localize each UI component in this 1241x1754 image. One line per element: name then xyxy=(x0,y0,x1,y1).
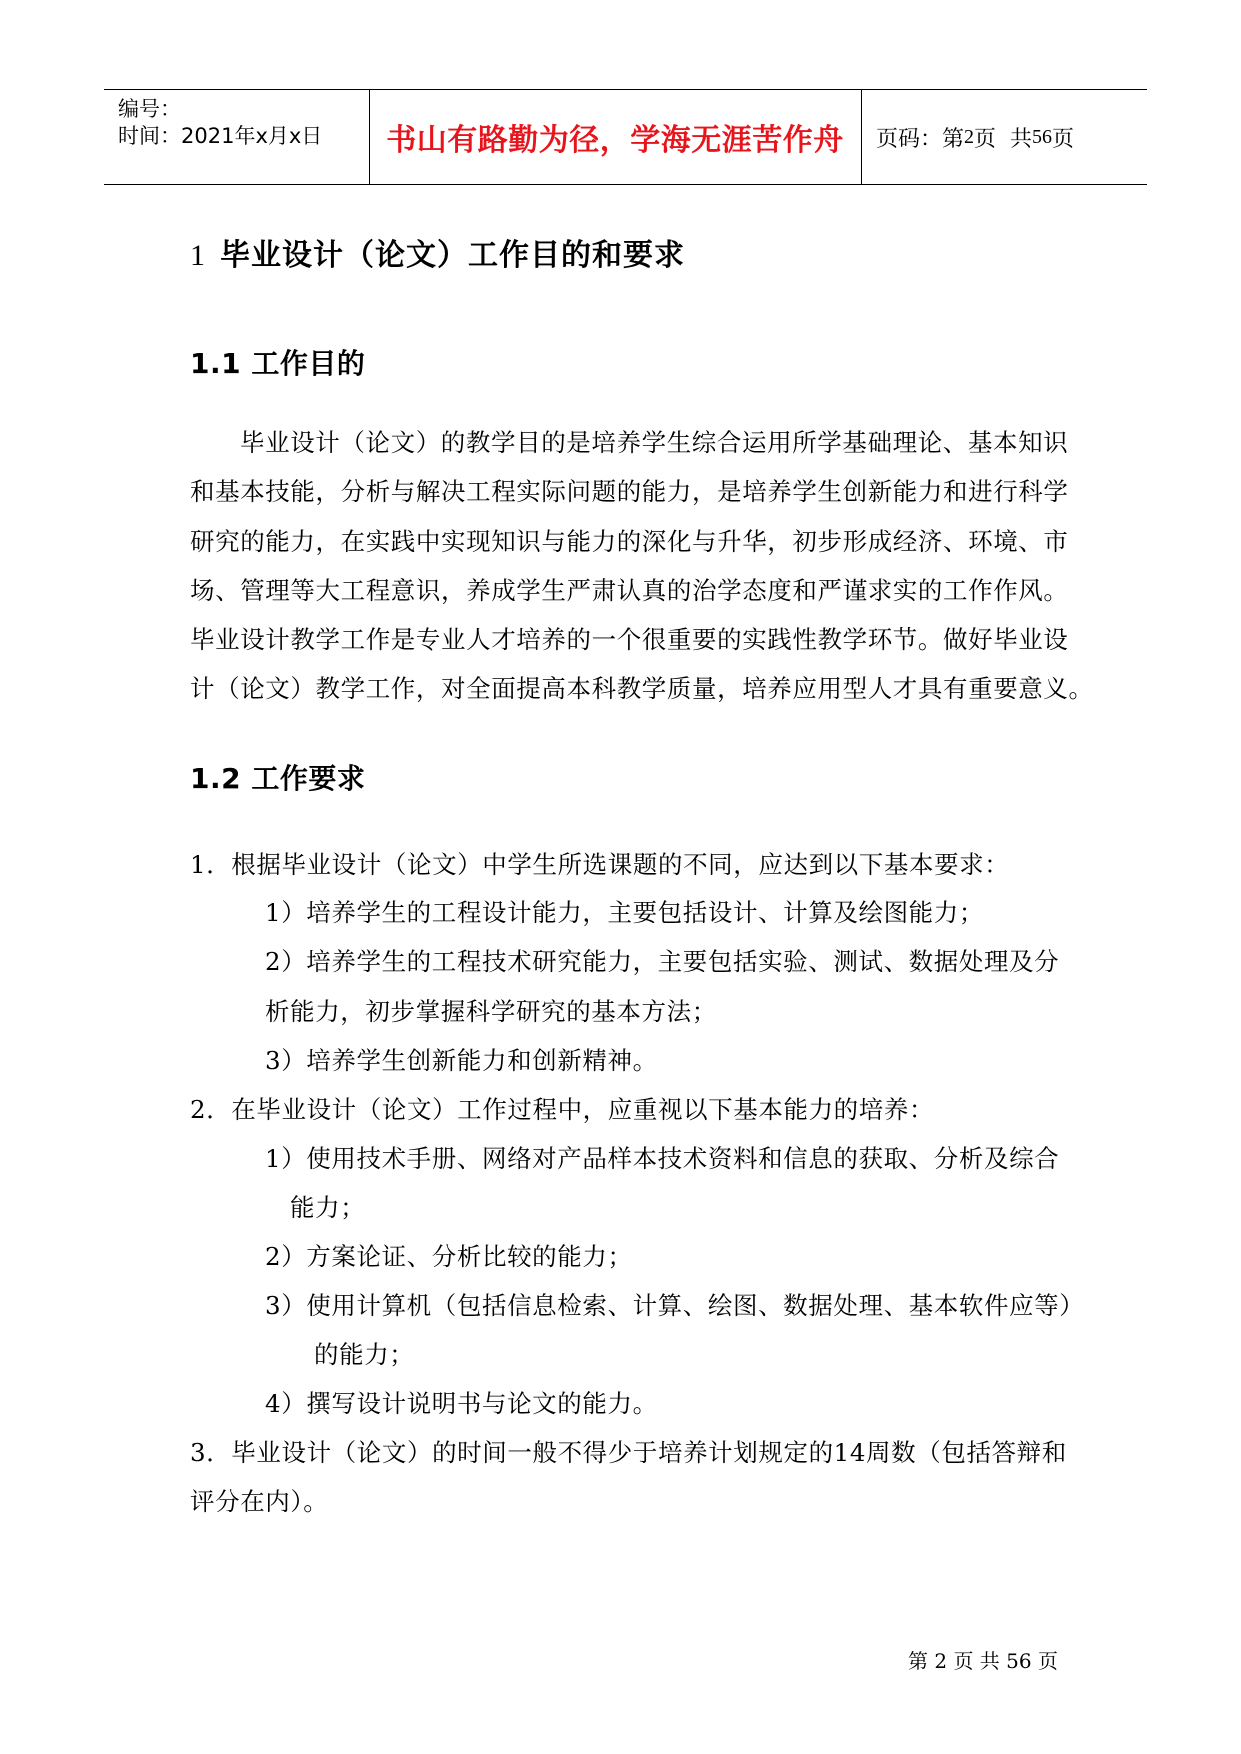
page-mid: 页 共 xyxy=(974,126,1033,152)
page-indicator xyxy=(876,90,1074,184)
paragraph-line: 毕业设计（论文）的教学目的是培养学生综合运用所学基础理论、基本知识 xyxy=(240,428,1069,457)
paragraph-line: 和基本技能，分析与解决工程实际问题的能力，是培养学生创新能力和进行科学 xyxy=(190,477,1069,506)
list-item: 1）培养学生的工程设计能力，主要包括设计、计算及绘图能力； xyxy=(265,898,984,927)
header-left-cell xyxy=(118,96,322,150)
section-number: 1 xyxy=(190,239,206,272)
list-item-continuation: 能力； xyxy=(290,1193,366,1222)
page-header xyxy=(104,89,1147,185)
paragraph-line: 毕业设计教学工作是专业人才培养的一个很重要的实践性教学环节。做好毕业设 xyxy=(190,625,1069,654)
paragraph-line: 研究的能力，在实践中实现知识与能力的深化与升华，初步形成经济、环境、市 xyxy=(190,527,1069,556)
list-item: 1）使用技术手册、网络对产品样本技术资料和信息的获取、分析及综合 xyxy=(265,1144,1060,1173)
paragraph-line: 场、管理等大工程意识，养成学生严肃认真的治学态度和严谨求实的工作作风。 xyxy=(190,576,1069,605)
list-item: 3）培养学生创新能力和创新精神。 xyxy=(265,1046,658,1075)
time-label: 时间：2021年x月x日 xyxy=(118,124,323,148)
list-item: 2）方案论证、分析比较的能力； xyxy=(265,1242,633,1271)
list-item: 3．毕业设计（论文）的时间一般不得少于培养计划规定的14周数（包括答辩和 xyxy=(190,1438,1067,1467)
section-heading-1 xyxy=(190,230,685,274)
number-label: 编号： xyxy=(118,97,181,121)
page-footer: 第 2 页 共 56 页 xyxy=(908,1649,1058,1673)
list-item: 1．根据毕业设计（论文）中学生所选课题的不同，应达到以下基本要求： xyxy=(190,850,1010,879)
paragraph-line: 计（论文）教学工作，对全面提高本科教学质量，培养应用型人才具有重要意义。 xyxy=(190,674,1094,703)
list-item-continuation: 评分在内）。 xyxy=(190,1487,329,1516)
page-total: 56 xyxy=(1032,125,1053,148)
list-item-continuation: 析能力，初步掌握科学研究的基本方法； xyxy=(265,997,717,1026)
subsection-heading-1-2: 1.2 工作要求 xyxy=(190,762,366,795)
list-item: 2．在毕业设计（论文）工作过程中，应重视以下基本能力的培养： xyxy=(190,1095,935,1124)
header-divider xyxy=(861,90,862,184)
page-prefix: 页码：第 xyxy=(876,126,965,152)
motto: 书山有路勤为径，学海无涯苦作舟 xyxy=(386,123,844,158)
list-item: 2）培养学生的工程技术研究能力，主要包括实验、测试、数据处理及分 xyxy=(265,947,1060,976)
page-suffix: 页 xyxy=(1052,126,1075,152)
section-title: 毕业设计（论文）工作目的和要求 xyxy=(220,238,685,273)
page-current: 2 xyxy=(964,125,975,148)
list-item-continuation: 的能力； xyxy=(314,1340,415,1369)
subsection-heading-1-1: 1.1 工作目的 xyxy=(190,347,366,380)
list-item: 3）使用计算机（包括信息检索、计算、绘图、数据处理、基本软件应等） xyxy=(265,1291,1085,1320)
list-item: 4）撰写设计说明书与论文的能力。 xyxy=(265,1389,658,1418)
